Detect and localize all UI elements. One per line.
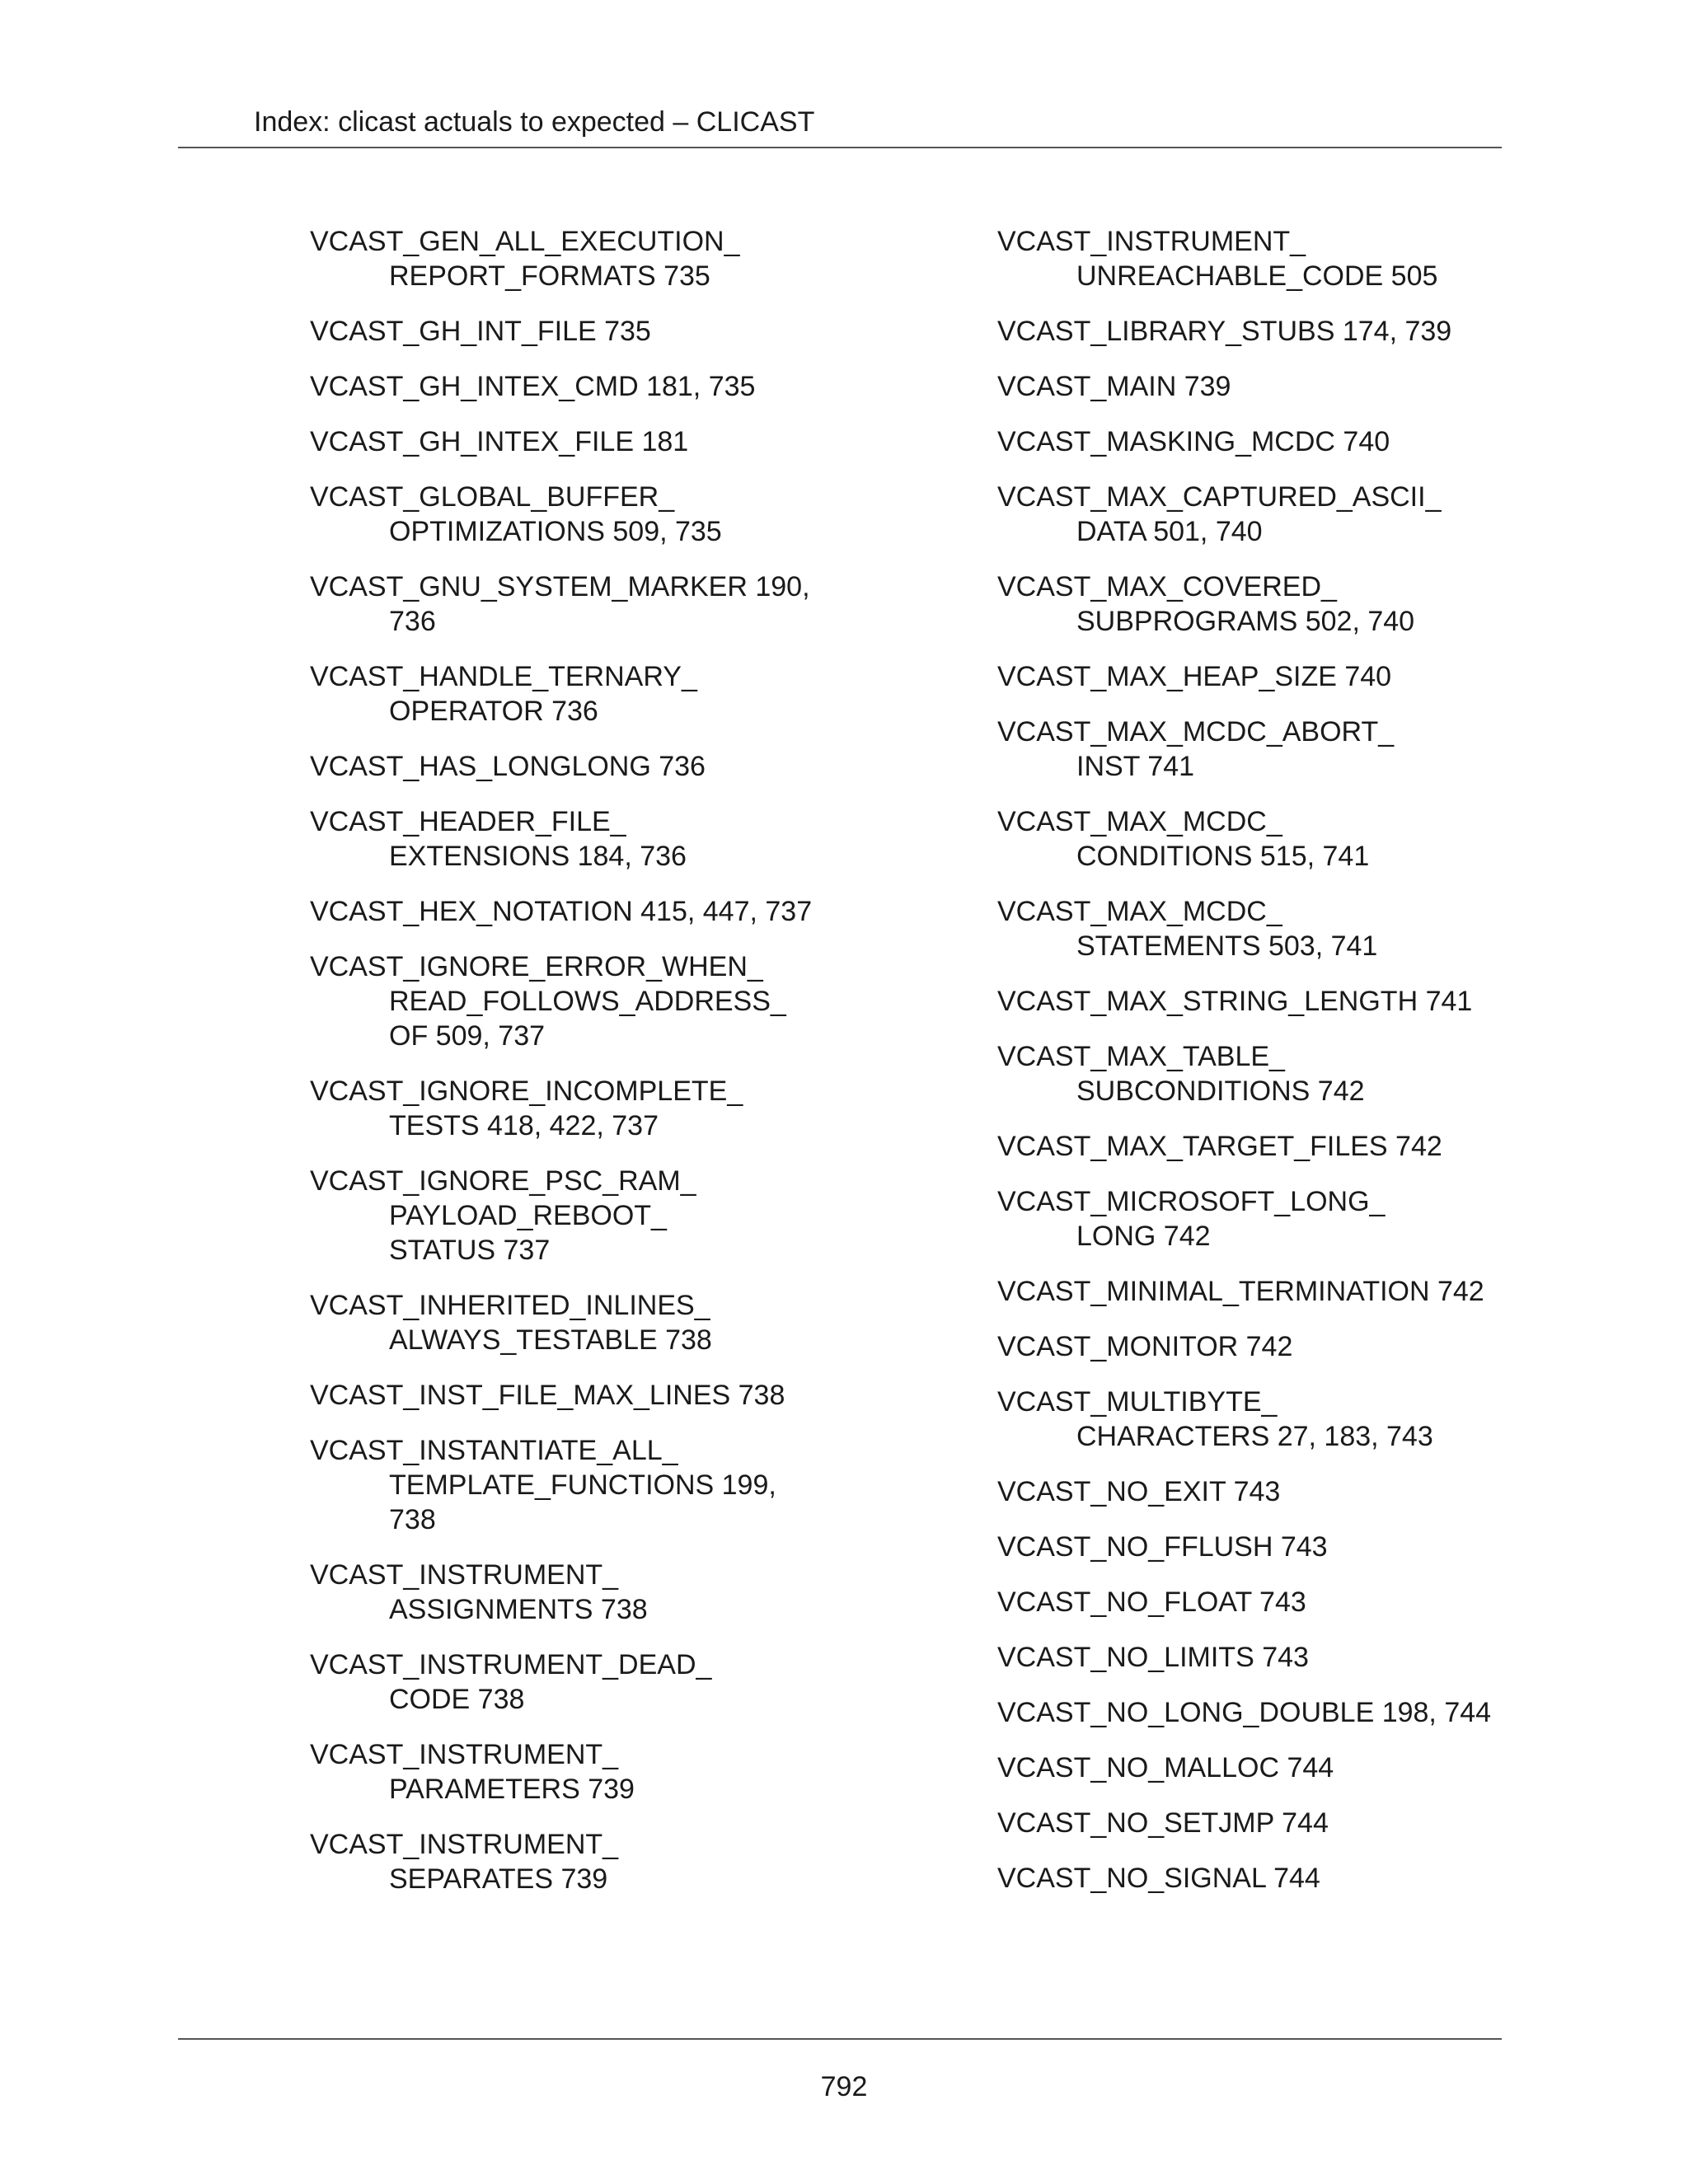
index-entry-continuation: PAYLOAD_REBOOT_ — [389, 1200, 667, 1231]
index-entry-term: VCAST_MASKING_MCDC 740 — [997, 426, 1390, 457]
index-entry — [310, 314, 887, 349]
index-entry-term: VCAST_HEX_NOTATION 415, 447, 737 — [310, 896, 813, 927]
index-entry-term: VCAST_MICROSOFT_LONG_ — [997, 1186, 1386, 1217]
index-entry-continuation: ASSIGNMENTS 738 — [389, 1594, 648, 1625]
index-entry — [997, 1806, 1574, 1840]
index-entry-continuation: EXTENSIONS 184, 736 — [389, 841, 687, 872]
index-entry — [310, 1288, 887, 1357]
index-entry — [997, 1640, 1574, 1675]
index-entry-term: VCAST_LIBRARY_STUBS 174, 739 — [997, 316, 1452, 347]
index-entry-term: VCAST_HEADER_FILE_ — [310, 806, 626, 837]
index-entry-continuation: SUBCONDITIONS 742 — [1076, 1076, 1365, 1107]
index-entry-term: VCAST_INSTRUMENT_ — [310, 1559, 619, 1591]
index-entry-continuation: TEMPLATE_FUNCTIONS 199, — [389, 1469, 776, 1501]
index-entry — [997, 1530, 1574, 1564]
index-entry — [310, 1827, 887, 1896]
index-column-left — [310, 224, 887, 1917]
index-entry-continuation: 736 — [389, 606, 436, 637]
index-entry-continuation: CODE 738 — [389, 1684, 525, 1715]
index-entry-continuation: OPERATOR 736 — [389, 696, 598, 727]
index-entry-continuation: 738 — [389, 1504, 436, 1535]
index-entry-term: VCAST_MONITOR 742 — [997, 1331, 1293, 1362]
index-entry — [310, 894, 887, 929]
index-entry — [997, 715, 1574, 784]
index-entry-term: VCAST_MULTIBYTE_ — [997, 1386, 1278, 1418]
index-entry — [310, 569, 887, 639]
index-entry — [310, 749, 887, 784]
index-entry — [310, 949, 887, 1053]
index-entry-continuation: TESTS 418, 422, 737 — [389, 1110, 659, 1141]
index-entry-continuation: REPORT_FORMATS 735 — [389, 260, 710, 292]
index-entry — [310, 1378, 887, 1413]
index-entry — [310, 659, 887, 729]
index-entry-term: VCAST_HANDLE_TERNARY_ — [310, 661, 697, 692]
index-entry-term: VCAST_GH_INTEX_FILE 181 — [310, 426, 689, 457]
header-rule — [178, 147, 1502, 148]
index-entry — [310, 1558, 887, 1627]
index-entry-term: VCAST_HAS_LONGLONG 736 — [310, 751, 706, 782]
index-entry — [997, 1585, 1574, 1619]
index-entry-term: VCAST_NO_LIMITS 743 — [997, 1642, 1309, 1673]
index-entry — [997, 1861, 1574, 1896]
index-entry-term: VCAST_INHERITED_INLINES_ — [310, 1290, 710, 1321]
index-entry-continuation: CHARACTERS 27, 183, 743 — [1076, 1421, 1433, 1452]
index-entry — [310, 1074, 887, 1143]
index-entry-term: VCAST_GLOBAL_BUFFER_ — [310, 481, 675, 513]
index-entry — [310, 1164, 887, 1268]
index-entry — [997, 314, 1574, 349]
index-entry-term: VCAST_GEN_ALL_EXECUTION_ — [310, 226, 740, 257]
index-entry-term: VCAST_MINIMAL_TERMINATION 742 — [997, 1276, 1484, 1307]
index-entry — [997, 1039, 1574, 1108]
index-entry-continuation: CONDITIONS 515, 741 — [1076, 841, 1370, 872]
index-entry-term: VCAST_MAX_CAPTURED_ASCII_ — [997, 481, 1442, 513]
index-entry-continuation: READ_FOLLOWS_ADDRESS_ — [389, 986, 786, 1017]
index-entry-term: VCAST_INSTRUMENT_DEAD_ — [310, 1649, 712, 1680]
index-entry-term: VCAST_NO_SIGNAL 744 — [997, 1863, 1320, 1894]
index-entry — [997, 894, 1574, 963]
index-entry-continuation: INST 741 — [1076, 751, 1195, 782]
index-entry — [997, 569, 1574, 639]
index-entry — [310, 369, 887, 404]
index-entry — [997, 480, 1574, 549]
index-entry-term: VCAST_MAX_MCDC_ — [997, 896, 1282, 927]
page-number: 792 — [820, 2071, 868, 2102]
index-entry — [997, 1274, 1574, 1309]
index-entry-term: VCAST_MAX_TARGET_FILES 742 — [997, 1131, 1442, 1162]
index-entry-term: VCAST_INSTRUMENT_ — [997, 226, 1306, 257]
index-entry-term: VCAST_GNU_SYSTEM_MARKER 190, — [310, 571, 810, 602]
index-entry-term: VCAST_MAX_TABLE_ — [997, 1041, 1285, 1072]
index-entry-term: VCAST_MAX_MCDC_ — [997, 806, 1282, 837]
index-entry — [997, 1695, 1574, 1730]
index-entry-term: VCAST_MAX_STRING_LENGTH 741 — [997, 986, 1473, 1017]
index-entry-continuation: LONG 742 — [1076, 1221, 1211, 1252]
index-entry-term: VCAST_INSTRUMENT_ — [310, 1739, 619, 1770]
index-entry — [997, 1129, 1574, 1164]
index-entry-term: VCAST_MAX_HEAP_SIZE 740 — [997, 661, 1392, 692]
index-entry — [310, 1737, 887, 1807]
running-header: Index: clicast actuals to expected – CLICAST — [254, 106, 815, 138]
index-entry — [997, 1474, 1574, 1509]
index-entry — [310, 424, 887, 459]
index-entry — [997, 659, 1574, 694]
index-entry-term: VCAST_MAX_COVERED_ — [997, 571, 1337, 602]
index-entry-term: VCAST_NO_LONG_DOUBLE 198, 744 — [997, 1697, 1492, 1728]
index-entry-term: VCAST_IGNORE_INCOMPLETE_ — [310, 1076, 743, 1107]
index-entry-term: VCAST_NO_EXIT 743 — [997, 1476, 1281, 1507]
index-column-right — [997, 224, 1574, 1916]
index-entry-term: VCAST_MAX_MCDC_ABORT_ — [997, 716, 1395, 748]
index-entry — [997, 224, 1574, 293]
index-entry — [997, 1184, 1574, 1254]
index-entry-term: VCAST_IGNORE_ERROR_WHEN_ — [310, 951, 763, 982]
index-entry-continuation: ALWAYS_TESTABLE 738 — [389, 1324, 712, 1356]
index-entry-term: VCAST_GH_INT_FILE 735 — [310, 316, 651, 347]
index-entry — [310, 224, 887, 293]
index-entry — [997, 369, 1574, 404]
index-entry-continuation: SEPARATES 739 — [389, 1863, 608, 1895]
index-entry — [310, 480, 887, 549]
index-entry-continuation: DATA 501, 740 — [1076, 516, 1263, 547]
index-entry-term: VCAST_NO_MALLOC 744 — [997, 1752, 1334, 1783]
index-entry-continuation: PARAMETERS 739 — [389, 1774, 635, 1805]
index-entry-term: VCAST_INSTRUMENT_ — [310, 1829, 619, 1860]
index-entry-term: VCAST_NO_FFLUSH 743 — [997, 1531, 1328, 1563]
index-entry-continuation: STATUS 737 — [389, 1235, 551, 1266]
index-entry — [310, 804, 887, 874]
index-entry — [310, 1433, 887, 1537]
index-entry-continuation: SUBPROGRAMS 502, 740 — [1076, 606, 1415, 637]
index-entry — [997, 1385, 1574, 1454]
index-entry — [997, 984, 1574, 1019]
index-entry — [997, 804, 1574, 874]
index-entry-term: VCAST_NO_SETJMP 744 — [997, 1807, 1329, 1839]
index-entry-term: VCAST_INSTANTIATE_ALL_ — [310, 1435, 678, 1466]
index-entry — [997, 1750, 1574, 1785]
index-entry — [997, 1329, 1574, 1364]
footer-rule — [178, 2038, 1502, 2040]
index-entry-term: VCAST_INST_FILE_MAX_LINES 738 — [310, 1380, 785, 1411]
index-entry — [310, 1647, 887, 1717]
index-entry-continuation: OPTIMIZATIONS 509, 735 — [389, 516, 722, 547]
index-entry-term: VCAST_IGNORE_PSC_RAM_ — [310, 1165, 696, 1197]
index-entry-continuation: UNREACHABLE_CODE 505 — [1076, 260, 1438, 292]
index-entry — [997, 424, 1574, 459]
index-entry-continuation: STATEMENTS 503, 741 — [1076, 930, 1378, 962]
index-entry-term: VCAST_NO_FLOAT 743 — [997, 1586, 1306, 1618]
index-entry-continuation: OF 509, 737 — [389, 1020, 546, 1052]
index-entry-term: VCAST_GH_INTEX_CMD 181, 735 — [310, 371, 756, 402]
index-entry-term: VCAST_MAIN 739 — [997, 371, 1231, 402]
